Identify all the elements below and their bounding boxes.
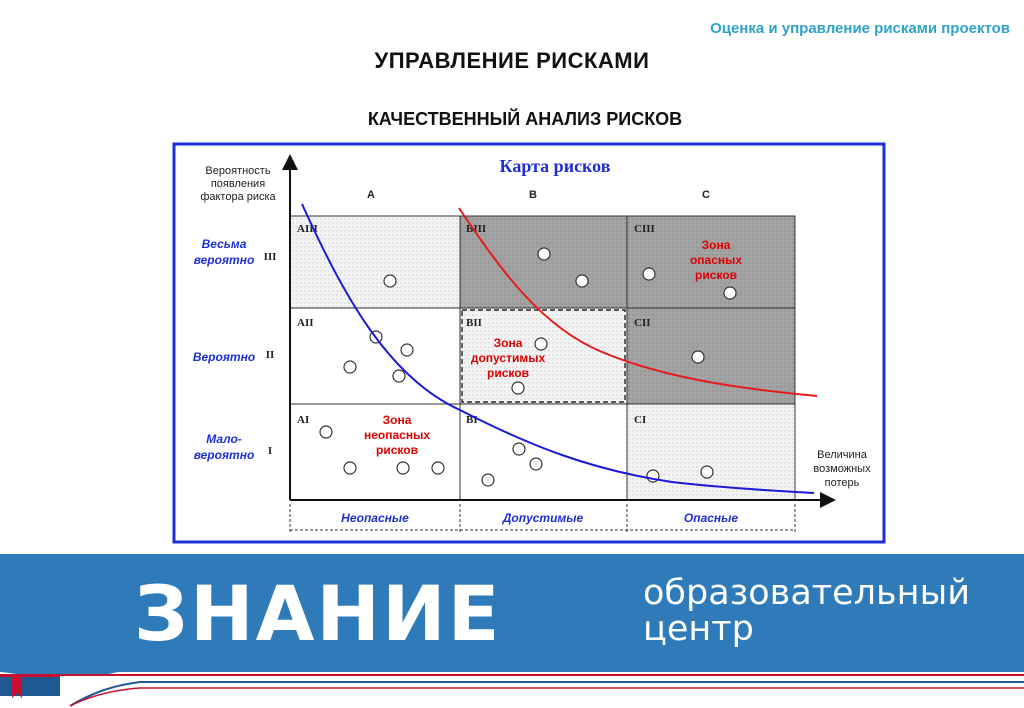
slide-subtitle: КАЧЕСТВЕННЫЙ АНАЛИЗ РИСКОВ	[367, 109, 683, 129]
column-label-c: C	[702, 189, 710, 201]
risk-point	[344, 361, 356, 373]
cell-code-bi: BI	[466, 414, 478, 426]
zone-dangerous-line-3: рисков	[695, 268, 737, 282]
risk-point	[384, 275, 396, 287]
row-label-ii-1: Вероятно	[192, 350, 256, 364]
risk-point	[701, 466, 713, 478]
row-label-iii-1: Весьма	[201, 237, 247, 251]
cell-code-ai: AI	[297, 414, 310, 426]
row-label-i-2: вероятно	[193, 448, 255, 462]
bottom-label-acceptable: Допустимые	[502, 511, 584, 525]
zone-acceptable-line-3: рисков	[487, 366, 529, 380]
slide-title: УПРАВЛЕНИЕ РИСКАМИ	[374, 48, 650, 73]
brand-tagline-1: образовательный	[643, 573, 970, 613]
risk-point	[482, 474, 494, 486]
risk-point	[401, 344, 413, 356]
risk-point	[576, 275, 588, 287]
y-axis-label-3: фактора риска	[200, 191, 276, 203]
cell-ai	[290, 404, 460, 500]
zone-safe-line-1: Зона	[382, 413, 412, 427]
brand-name: ЗНАНИЕ	[134, 569, 502, 658]
row-roman-i: I	[267, 445, 273, 457]
row-label-i-1: Мало-	[206, 432, 242, 446]
risk-point	[724, 287, 736, 299]
x-axis-label-1: Величина	[817, 449, 867, 461]
risk-point	[538, 248, 550, 260]
risk-point	[643, 268, 655, 280]
risk-point	[432, 462, 444, 474]
brand-tagline-2: центр	[643, 609, 754, 649]
brand-banner	[0, 548, 1024, 708]
risk-point	[397, 462, 409, 474]
risk-point	[393, 370, 405, 382]
x-axis-label-2: возможных	[813, 463, 871, 475]
risk-point	[530, 458, 542, 470]
column-label-a: A	[367, 189, 375, 201]
risk-point	[344, 462, 356, 474]
risk-point	[513, 443, 525, 455]
row-roman-ii: II	[265, 349, 275, 361]
bottom-label-safe: Неопасные	[341, 511, 409, 525]
risk-point	[535, 338, 547, 350]
cell-cii	[627, 308, 795, 404]
zone-dangerous-line-1: Зона	[701, 238, 731, 252]
cell-code-ciii: CIII	[634, 223, 655, 235]
zone-safe-line-3: рисков	[376, 443, 418, 457]
risk-point	[320, 426, 332, 438]
zone-safe-line-2: неопасных	[363, 428, 431, 442]
zone-acceptable-line-1: Зона	[493, 336, 523, 350]
cell-code-aiii: AIII	[297, 223, 318, 235]
top-caption: Оценка и управление рисками проектов	[710, 20, 1010, 37]
cell-code-ci: CI	[634, 414, 647, 426]
risk-map-diagram	[172, 142, 886, 544]
row-label-iii-2: вероятно	[193, 253, 255, 267]
x-axis-label-3: потерь	[824, 477, 860, 489]
cell-code-cii: CII	[634, 317, 651, 329]
cell-code-bii: BII	[466, 317, 482, 329]
y-axis-label-2: появления	[210, 178, 266, 190]
y-axis-label-1: Вероятность	[205, 165, 271, 177]
zone-dangerous-line-2: опасных	[689, 253, 743, 267]
row-roman-iii: III	[263, 251, 277, 263]
risk-point	[512, 382, 524, 394]
risk-map-title: Карта рисков	[499, 156, 611, 176]
column-label-b: B	[529, 189, 537, 201]
zone-acceptable-line-2: допустимых	[470, 351, 546, 365]
risk-point	[692, 351, 704, 363]
bottom-label-dangerous: Опасные	[683, 511, 739, 525]
cell-aii	[290, 308, 460, 404]
cell-code-biii: BIII	[466, 223, 487, 235]
cell-code-aii: AII	[297, 317, 314, 329]
